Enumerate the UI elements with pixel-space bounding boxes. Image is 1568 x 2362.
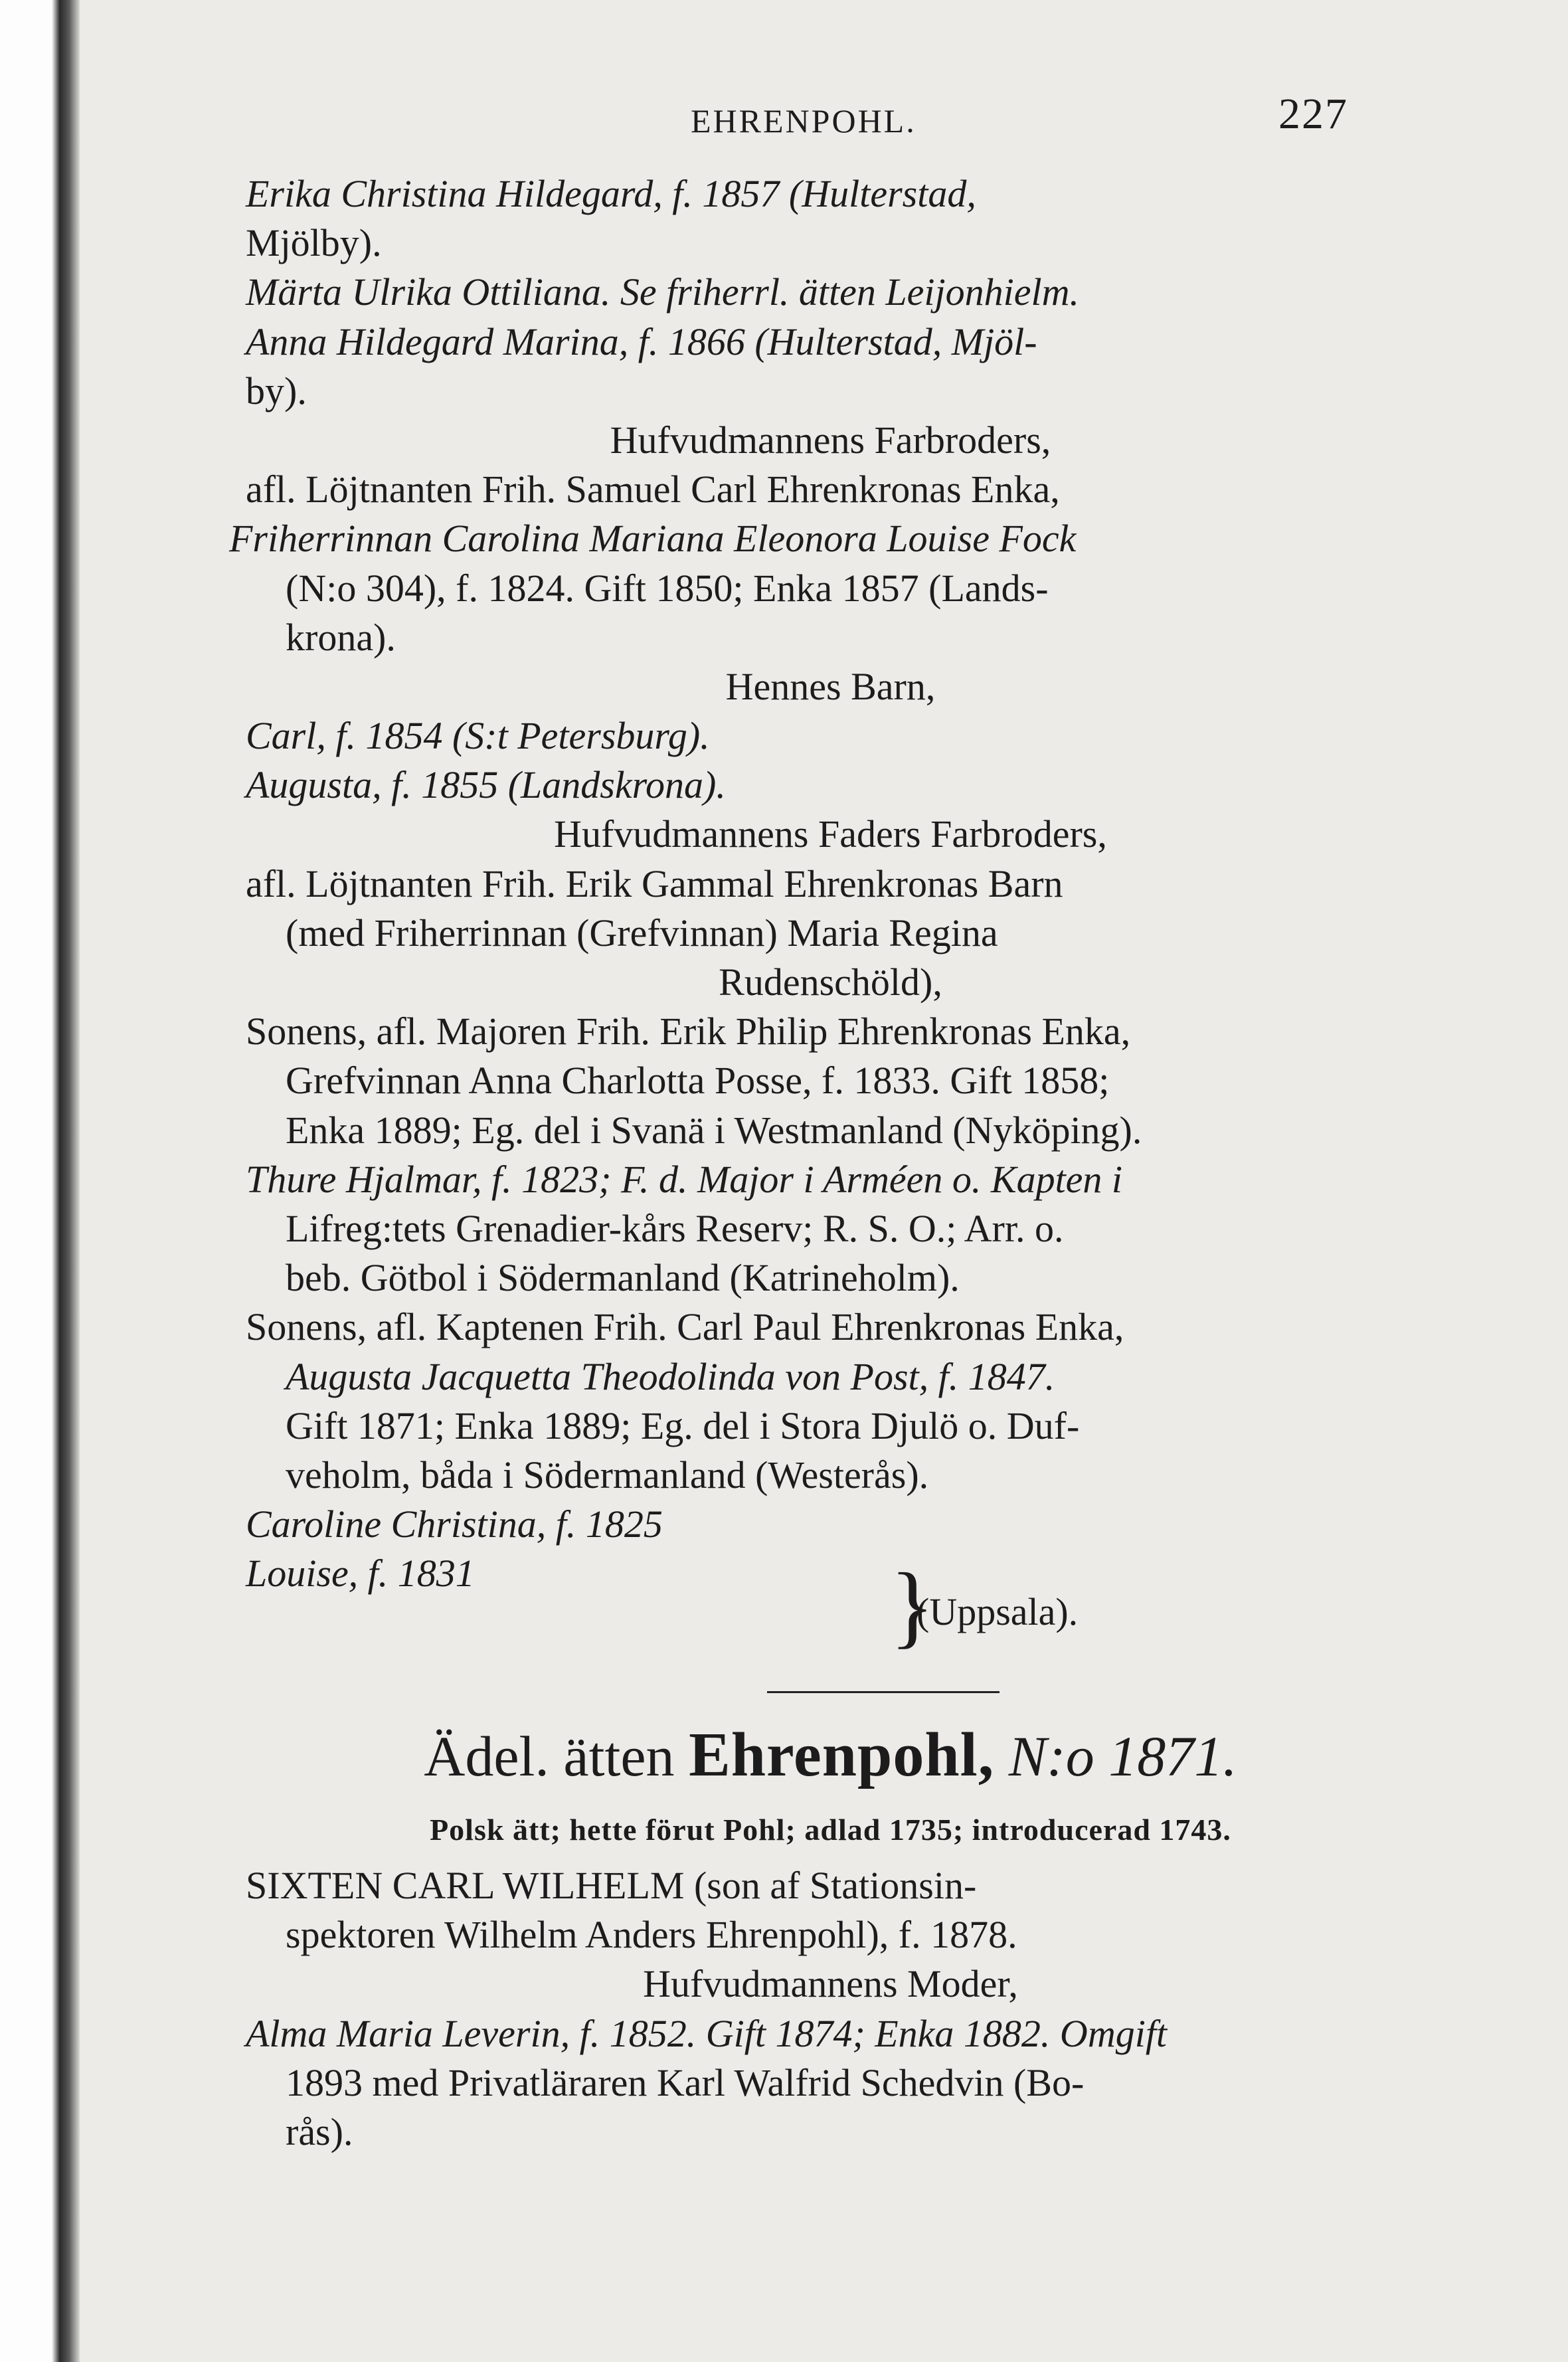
text-line: Enka 1889; Eg. del i Svanä i Westmanland (Nyköping). [286, 1108, 1142, 1152]
section-subtitle: Polsk ätt; hette förut Pohl; adlad 1735; introducerad 1743. [430, 1813, 1231, 1847]
subheading: Hufvudmannens Faders Farbroders, [554, 812, 1107, 856]
section-divider [767, 1691, 1000, 1693]
book-binding-edge [0, 0, 80, 2362]
text-line: Rudenschöld), [719, 960, 942, 1004]
subheading: Hufvudmannens Farbroders, [610, 418, 1051, 462]
text-line: Friherrinnan Carolina Mariana Eleonora Louise Fock [229, 517, 1077, 561]
running-title: EHRENPOHL. [691, 102, 916, 139]
text-line: Augusta Jacquetta Theodolinda von Post, f. 1847. [286, 1354, 1055, 1398]
text-line: Sonens, afl. Majoren Frih. Erik Philip Ehrenkronas Enka, [246, 1010, 1131, 1053]
section-title-name: Ehrenpohl, [689, 1720, 995, 1789]
entry-text [93, 169, 1568, 1598]
text-line: Erika Christina Hildegard, f. 1857 (Hulterstad, [246, 172, 976, 215]
subheading: Hufvudmannens Moder, [643, 1962, 1018, 2006]
text-line: beb. Götbol i Södermanland (Katrineholm). [286, 1256, 960, 1300]
text-line: Thure Hjalmar, f. 1823; F. d. Major i Arméen o. Kapten i [246, 1157, 1123, 1201]
page-number: 227 [1278, 90, 1348, 138]
text-line: (Uppsala). [916, 1590, 1079, 1633]
text-line: 1893 med Privatläraren Karl Walfrid Schedvin (Bo- [286, 2060, 1085, 2104]
text-line: rås). [286, 2110, 353, 2153]
text-line: Märta Ulrika Ottiliana. Se friherrl. ätten Leijonhielm. [246, 270, 1079, 314]
document-page [93, 40, 1568, 2362]
section-title [93, 1722, 1568, 1789]
text-line: Augusta, f. 1855 (Landskrona). [246, 763, 726, 807]
section-text [93, 1861, 1568, 2157]
text-line: spektoren Wilhelm Anders Ehrenpohl), f. 1878. [286, 1913, 1017, 1957]
text-line: Lifreg:tets Grenadier-kårs Reserv; R. S. O.; Arr. o. [286, 1206, 1064, 1250]
subheading: Hennes Barn, [725, 664, 936, 708]
section-title-prefix: Ädel. ätten [424, 1724, 689, 1788]
text-line: Grefvinnan Anna Charlotta Posse, f. 1833. Gift 1858; [286, 1059, 1110, 1103]
text-line: Sonens, afl. Kaptenen Frih. Carl Paul Ehrenkronas Enka, [246, 1305, 1124, 1349]
brace-glyph: } [890, 1554, 935, 1657]
text-line: Louise, f. 1831 [246, 1552, 475, 1595]
text-line: (med Friherrinnan (Grefvinnan) Maria Regina [286, 911, 998, 954]
text-line: Mjölby). [246, 221, 382, 265]
text-line: Carl, f. 1854 (S:t Petersburg). [246, 714, 710, 758]
section-title-number: N:o 1871. [994, 1724, 1237, 1788]
text-line: by). [246, 369, 307, 412]
text-line: SIXTEN CARL WILHELM (son af Stationsin- [246, 1864, 977, 1907]
text-line: veholm, båda i Södermanland (Westerås). [286, 1453, 929, 1497]
text-line: Alma Maria Leverin, f. 1852. Gift 1874; Enka 1882. Omgift [246, 2011, 1168, 2055]
text-line: Gift 1871; Enka 1889; Eg. del i Stora Djulö o. Duf- [286, 1404, 1080, 1447]
text-line: Caroline Christina, f. 1825 [246, 1502, 663, 1546]
running-header [93, 76, 1568, 149]
text-line: Anna Hildegard Marina, f. 1866 (Hulterstad, Mjöl- [246, 319, 1037, 363]
text-line: krona). [286, 615, 396, 659]
text-line: afl. Löjtnanten Frih. Erik Gammal Ehrenkronas Barn [246, 862, 1063, 905]
text-line: (N:o 304), f. 1824. Gift 1850; Enka 1857 (Lands- [286, 566, 1049, 610]
text-line: afl. Löjtnanten Frih. Samuel Carl Ehrenkronas Enka, [246, 468, 1060, 511]
